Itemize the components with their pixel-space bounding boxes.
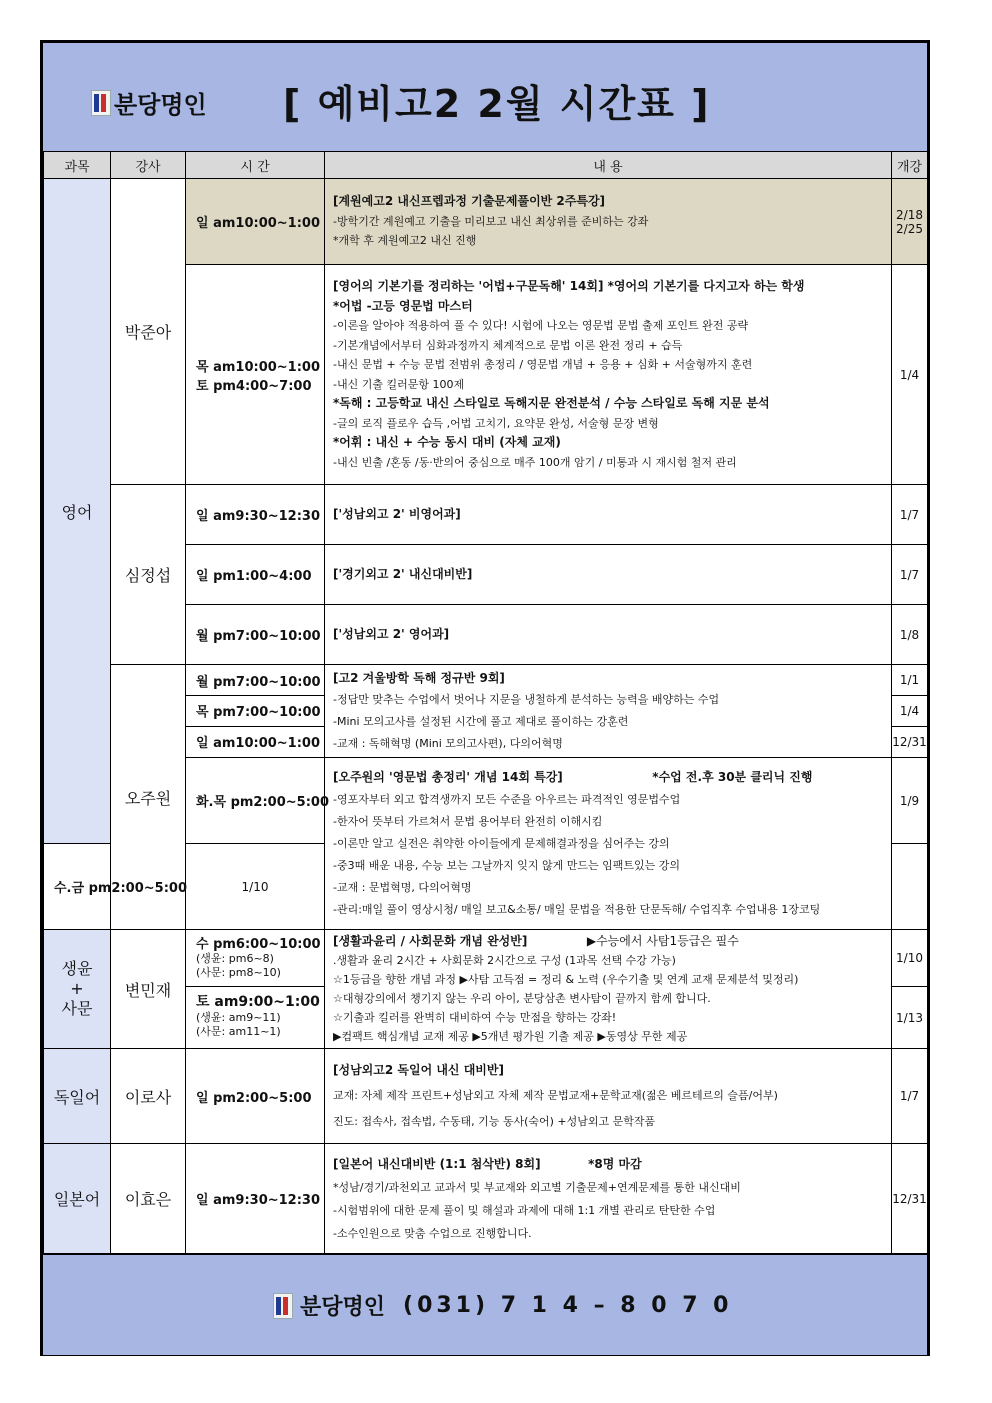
content-line: -이론을 알아야 적용하여 풀 수 있다! 시험에 나오는 영문법 문법 출제 포인트 완전 공략	[333, 319, 749, 332]
brand-logo-icon	[91, 90, 111, 116]
time-sub-line: (생윤: pm6~8)	[196, 952, 274, 965]
time-cell: 수.금 pm2:00~5:00	[44, 844, 111, 930]
course-title-line	[333, 766, 883, 789]
course-note: *수업 전.후 30분 클리닉 진행	[652, 770, 813, 784]
content-line: *독해 : 고등학교 내신 스타일로 독해지문 완전분석 / 수능 스타일로 독해 지문 분석	[333, 396, 770, 410]
time-cell: 일 am9:30~12:30	[186, 1144, 325, 1254]
content-line: ▶컴팩트 핵심개념 교재 제공 ▶5개년 평가원 기출 제공 ▶동영상 무한 제공	[333, 1030, 688, 1043]
table-row	[44, 1049, 928, 1144]
page-footer	[43, 1253, 927, 1355]
content-line: *개학 후 계원예고2 내신 진행	[333, 234, 477, 248]
open-date-cell: 1/4	[892, 696, 928, 726]
subject-line: 사문	[61, 999, 93, 1018]
content-cell	[325, 179, 892, 265]
course-title-line	[333, 1153, 883, 1176]
content-line: -기본개념에서부터 심화과정까지 체계적으로 문법 이론 완전 정리 + 습득	[333, 338, 683, 352]
open-date-cell: 1/7	[892, 545, 928, 605]
course-title: [일본어 내신대비반 (1:1 첨삭반) 8회]	[333, 1156, 541, 1171]
content-line: -중3때 배운 내용, 수능 보는 그날까지 잊지 않게 만드는 임팩트있는 강의	[333, 859, 680, 872]
content-line: -내신 기출 킬러문항 100제	[333, 377, 465, 391]
brand-name: 분당명인	[114, 91, 207, 119]
teacher-cell: 이효은	[111, 1144, 186, 1254]
time-cell: 일 pm1:00~4:00	[186, 545, 325, 605]
course-title: ['성남외고 2' 비영어과]	[333, 506, 461, 521]
brand-name: 분당명인	[300, 1295, 386, 1320]
content-line: -소수인원으로 맞춤 수업으로 진행합니다.	[333, 1226, 532, 1240]
content-line: -교재 : 문법혁명, 다의어혁명	[333, 881, 472, 894]
content-cell	[325, 758, 892, 930]
column-header-time: 시 간	[186, 152, 325, 179]
content-line: -정답만 맞추는 수업에서 벗어나 지문을 냉철하게 분석하는 능력을 배양하는 수업	[333, 693, 720, 706]
content-cell	[325, 1049, 892, 1144]
time-cell: 일 am10:00~1:00	[186, 726, 325, 757]
content-line: -이론만 알고 실전은 취약한 아이들에게 문제해결과정을 심어주는 강의	[333, 837, 670, 850]
page-title: [ 예비고2 2월 시간표 ]	[283, 82, 711, 126]
teacher-cell: 박준아	[111, 179, 186, 485]
subject-cell	[44, 930, 111, 1049]
course-title: [성남외고2 독일어 내신 대비반]	[333, 1063, 504, 1077]
content-line: -내신 빈출 /혼동 /동·반의어 중심으로 매주 100개 암기 / 미통과 시 재시험 철저 관리	[333, 455, 737, 469]
column-header-content: 내 용	[325, 152, 892, 179]
time-cell: 월 pm7:00~10:00	[186, 665, 325, 696]
time-cell	[186, 987, 325, 1049]
time-cell	[186, 265, 325, 485]
content-cell	[325, 930, 892, 1049]
teacher-cell: 이로사	[111, 1049, 186, 1144]
open-date-cell: 1/1	[892, 665, 928, 696]
time-cell: 월 pm7:00~10:00	[186, 605, 325, 665]
open-date-cell: 12/31	[892, 1144, 928, 1254]
table-row	[44, 179, 928, 265]
course-title-line	[333, 932, 883, 951]
content-line: -Mini 모의고사를 설정된 시간에 풀고 제대로 풀이하는 강훈련	[333, 715, 629, 728]
open-date-cell: 1/10	[186, 844, 325, 930]
teacher-cell: 오주원	[111, 665, 186, 930]
brand-logo	[91, 85, 207, 120]
content-line: 진도: 접속사, 접속법, 수동태, 기능 동사(숙어) +성남외고 문학작품	[333, 1115, 656, 1128]
time-line: 토 am9:00~1:00	[196, 994, 320, 1011]
time-cell: 일 am10:00~1:00	[186, 179, 325, 265]
time-cell	[186, 930, 325, 987]
time-cell: 일 pm2:00~5:00	[186, 1049, 325, 1144]
column-header-teacher: 강사	[111, 152, 186, 179]
course-title: [생활과윤리 / 사회문화 개념 완성반]	[333, 934, 528, 948]
teacher-cell: 심정섭	[111, 485, 186, 665]
content-line: 교재: 자체 제작 프린트+성남외고 자체 제작 문법교재+문학교재(젊은 베르테르의 슬픔/어부)	[333, 1089, 778, 1102]
content-line: ☆1등급을 향한 개념 과정 ▶사탐 고득점 = 정리 & 노력 (우수기출 및 연계 교재 문제분석 및정리)	[333, 973, 799, 986]
time-line: 목 am10:00~1:00	[196, 359, 321, 375]
table-row	[44, 930, 928, 987]
time-sub-line: (사문: am11~1)	[196, 1025, 281, 1039]
time-sub-line: (생윤: am9~11)	[196, 1011, 281, 1025]
course-title: [영어의 기본기를 정리하는 '어법+구문독해' 14회] *영어의 기본기를 다지고자 하는 학생	[333, 279, 805, 293]
teacher-cell: 변민재	[111, 930, 186, 1049]
open-date-cell: 1/7	[892, 485, 928, 545]
open-date-cell: 1/10	[892, 930, 928, 987]
subject-cell: 영어	[44, 179, 111, 844]
contact-phone: (031) 7 1 4 – 8 0 7 0	[403, 1293, 733, 1318]
content-line: -영포자부터 외고 합격생까지 모든 수준을 아우르는 파격적인 영문법수업	[333, 793, 681, 806]
footer-logo	[273, 1290, 732, 1321]
content-line: ☆기출과 킬러를 완벽히 대비하여 수능 만점을 향하는 강좌!	[333, 1011, 617, 1024]
open-date: 2/18	[896, 207, 923, 222]
subject-line: +	[70, 979, 84, 998]
time-cell: 목 pm7:00~10:00	[186, 696, 325, 726]
content-line: -내신 문법 + 수능 문법 전범위 총정리 / 영문법 개념 + 응용 + 심화 + 서술형까지 훈련	[333, 358, 753, 371]
open-date-cell: 12/31	[892, 726, 928, 757]
schedule-frame	[40, 40, 930, 1356]
open-date-cell: 1/4	[892, 265, 928, 485]
content-cell	[325, 485, 892, 545]
content-cell	[325, 265, 892, 485]
open-date-cell	[892, 179, 928, 265]
content-line: -관리:매일 풀이 영상시청/ 매일 보고&소통/ 매일 문법을 적용한 단문독해/ 수업직후 수업내용 1장코팅	[333, 903, 821, 916]
time-line: 토 pm4:00~7:00	[196, 378, 312, 394]
table-row	[44, 665, 928, 696]
page-header	[43, 43, 927, 153]
subject-cell: 독일어	[44, 1049, 111, 1144]
open-date: 2/25	[896, 221, 923, 236]
table-header-row	[44, 152, 928, 179]
course-title: [계원예고2 내신프렙과정 기출문제풀이반 2주특강]	[333, 194, 606, 209]
content-line: -글의 로직 플로우 습득 ,어법 고치기, 요약문 완성, 서술형 문장 변형	[333, 416, 659, 430]
table-row	[44, 1144, 928, 1254]
content-line: -한자어 뜻부터 가르쳐서 문법 용어부터 완전히 이해시킴	[333, 815, 603, 828]
content-cell	[325, 1144, 892, 1254]
course-note: *8명 마감	[588, 1156, 642, 1171]
time-line: 수 pm6:00~10:00	[196, 937, 321, 952]
course-title: [고2 겨울방학 독해 정규반 9회]	[333, 671, 505, 685]
course-title: [오주원의 '영문법 총정리' 개념 14회 특강]	[333, 770, 563, 784]
content-cell	[325, 605, 892, 665]
time-cell: 일 am9:30~12:30	[186, 485, 325, 545]
subject-cell: 일본어	[44, 1144, 111, 1254]
course-title: ['성남외고 2' 영어과]	[333, 626, 450, 641]
time-sub-line: (사문: pm8~10)	[196, 966, 281, 979]
content-cell	[325, 665, 892, 758]
open-date-cell: 1/13	[892, 987, 928, 1049]
content-line: -방학기간 계원예고 기출을 미리보고 내신 최상위를 준비하는 강좌	[333, 214, 649, 228]
course-title: ['경기외고 2' 내신대비반]	[333, 566, 473, 581]
content-line: *어휘 : 내신 + 수능 동시 대비 (자체 교재)	[333, 435, 561, 449]
open-date-cell: 1/7	[892, 1049, 928, 1144]
content-line: *성남/경기/과천외고 교과서 및 부교재와 외고별 기출문제+연계문제를 통한 내신대비	[333, 1180, 741, 1194]
course-note: ▶수능에서 사탐1등급은 필수	[586, 934, 739, 948]
timetable	[43, 151, 928, 1254]
time-cell: 화.목 pm2:00~5:00	[186, 758, 325, 844]
content-cell	[325, 545, 892, 605]
content-line: ☆대형강의에서 챙기지 않는 우리 아이, 분당삼촌 변사탐이 끝까지 함께 합니다.	[333, 992, 711, 1005]
content-line: -시험범위에 대한 문제 풀이 및 해설과 과제에 대해 1:1 개별 관리로 탄탄한 수업	[333, 1203, 716, 1217]
subject-line: 생윤	[61, 959, 93, 978]
content-line: -교재 : 독해혁명 (Mini 모의고사편), 다의어혁명	[333, 737, 563, 750]
open-date-cell: 1/9	[892, 758, 928, 844]
brand-logo-icon	[273, 1293, 293, 1319]
open-date-cell: 1/8	[892, 605, 928, 665]
column-header-subject: 과목	[44, 152, 111, 179]
content-line: .생활과 윤리 2시간 + 사회문화 2시간으로 구성 (1과목 선택 수강 가능)	[333, 954, 676, 967]
column-header-open-date: 개강	[892, 152, 928, 179]
table-row	[44, 485, 928, 545]
content-line: *어법 -고등 영문법 마스터	[333, 298, 473, 313]
